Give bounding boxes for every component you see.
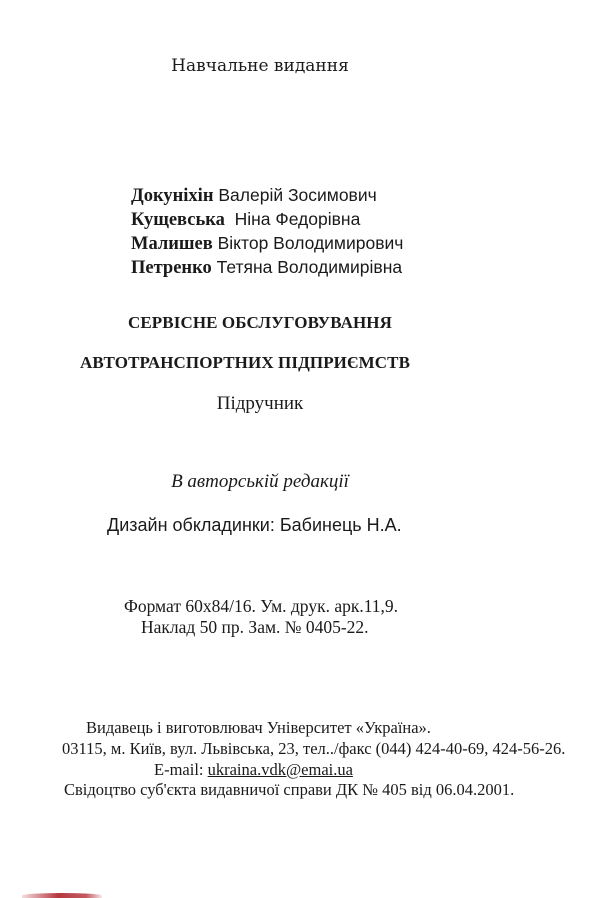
author-surname: Кущевська: [131, 210, 225, 230]
book-title-line-2: АВТОТРАНСПОРТНИХ ПІДПРИЄМСТВ: [79, 353, 411, 372]
bottom-red-mark: [22, 893, 102, 898]
email-link[interactable]: ukraina.vdk@emai.ua: [207, 760, 353, 779]
document-type: Підручник: [216, 393, 304, 414]
cover-design-credit: Дизайн обкладинки: Бабинець Н.А.: [107, 515, 402, 535]
book-title-line-1: СЕРВІСНЕ ОБСЛУГОВУВАННЯ: [127, 313, 392, 332]
author-given-name: Тетяна Володимирівна: [216, 257, 403, 277]
author-4: [131, 256, 403, 280]
author-1: [131, 184, 403, 208]
print-run: Наклад 50 пр. Зам. № 0405-22.: [141, 617, 369, 637]
series-label: Навчальне видання: [171, 56, 349, 76]
author-surname: Петренко: [131, 258, 212, 278]
publisher-name: Видавець і виготовлювач Університет «Україна».: [86, 718, 431, 737]
author-given-name: Ніна Федорівна: [234, 209, 361, 229]
publisher-certificate: Свідоцтво суб'єкта видавничої справи ДК № 405 від 06.04.2001.: [64, 780, 515, 799]
print-format: Формат 60х84/16. Ум. друк. арк.11,9.: [124, 596, 399, 616]
author-given-name: Віктор Володимирович: [217, 233, 404, 253]
authors-list: [131, 184, 403, 280]
author-3: [131, 232, 403, 256]
email-label: E-mail:: [154, 760, 208, 779]
publisher-address: 03115, м. Київ, вул. Львівська, 23, тел../факс (044) 424-40-69, 424-56-26.: [62, 739, 566, 758]
publisher-email-line: [154, 762, 353, 779]
author-given-name: Валерій Зосимович: [218, 185, 377, 205]
author-2: [131, 208, 403, 232]
author-surname: Малишев: [131, 234, 213, 254]
edition-note: В авторській редакції: [171, 471, 349, 492]
author-surname: Докуніхін: [131, 186, 214, 206]
